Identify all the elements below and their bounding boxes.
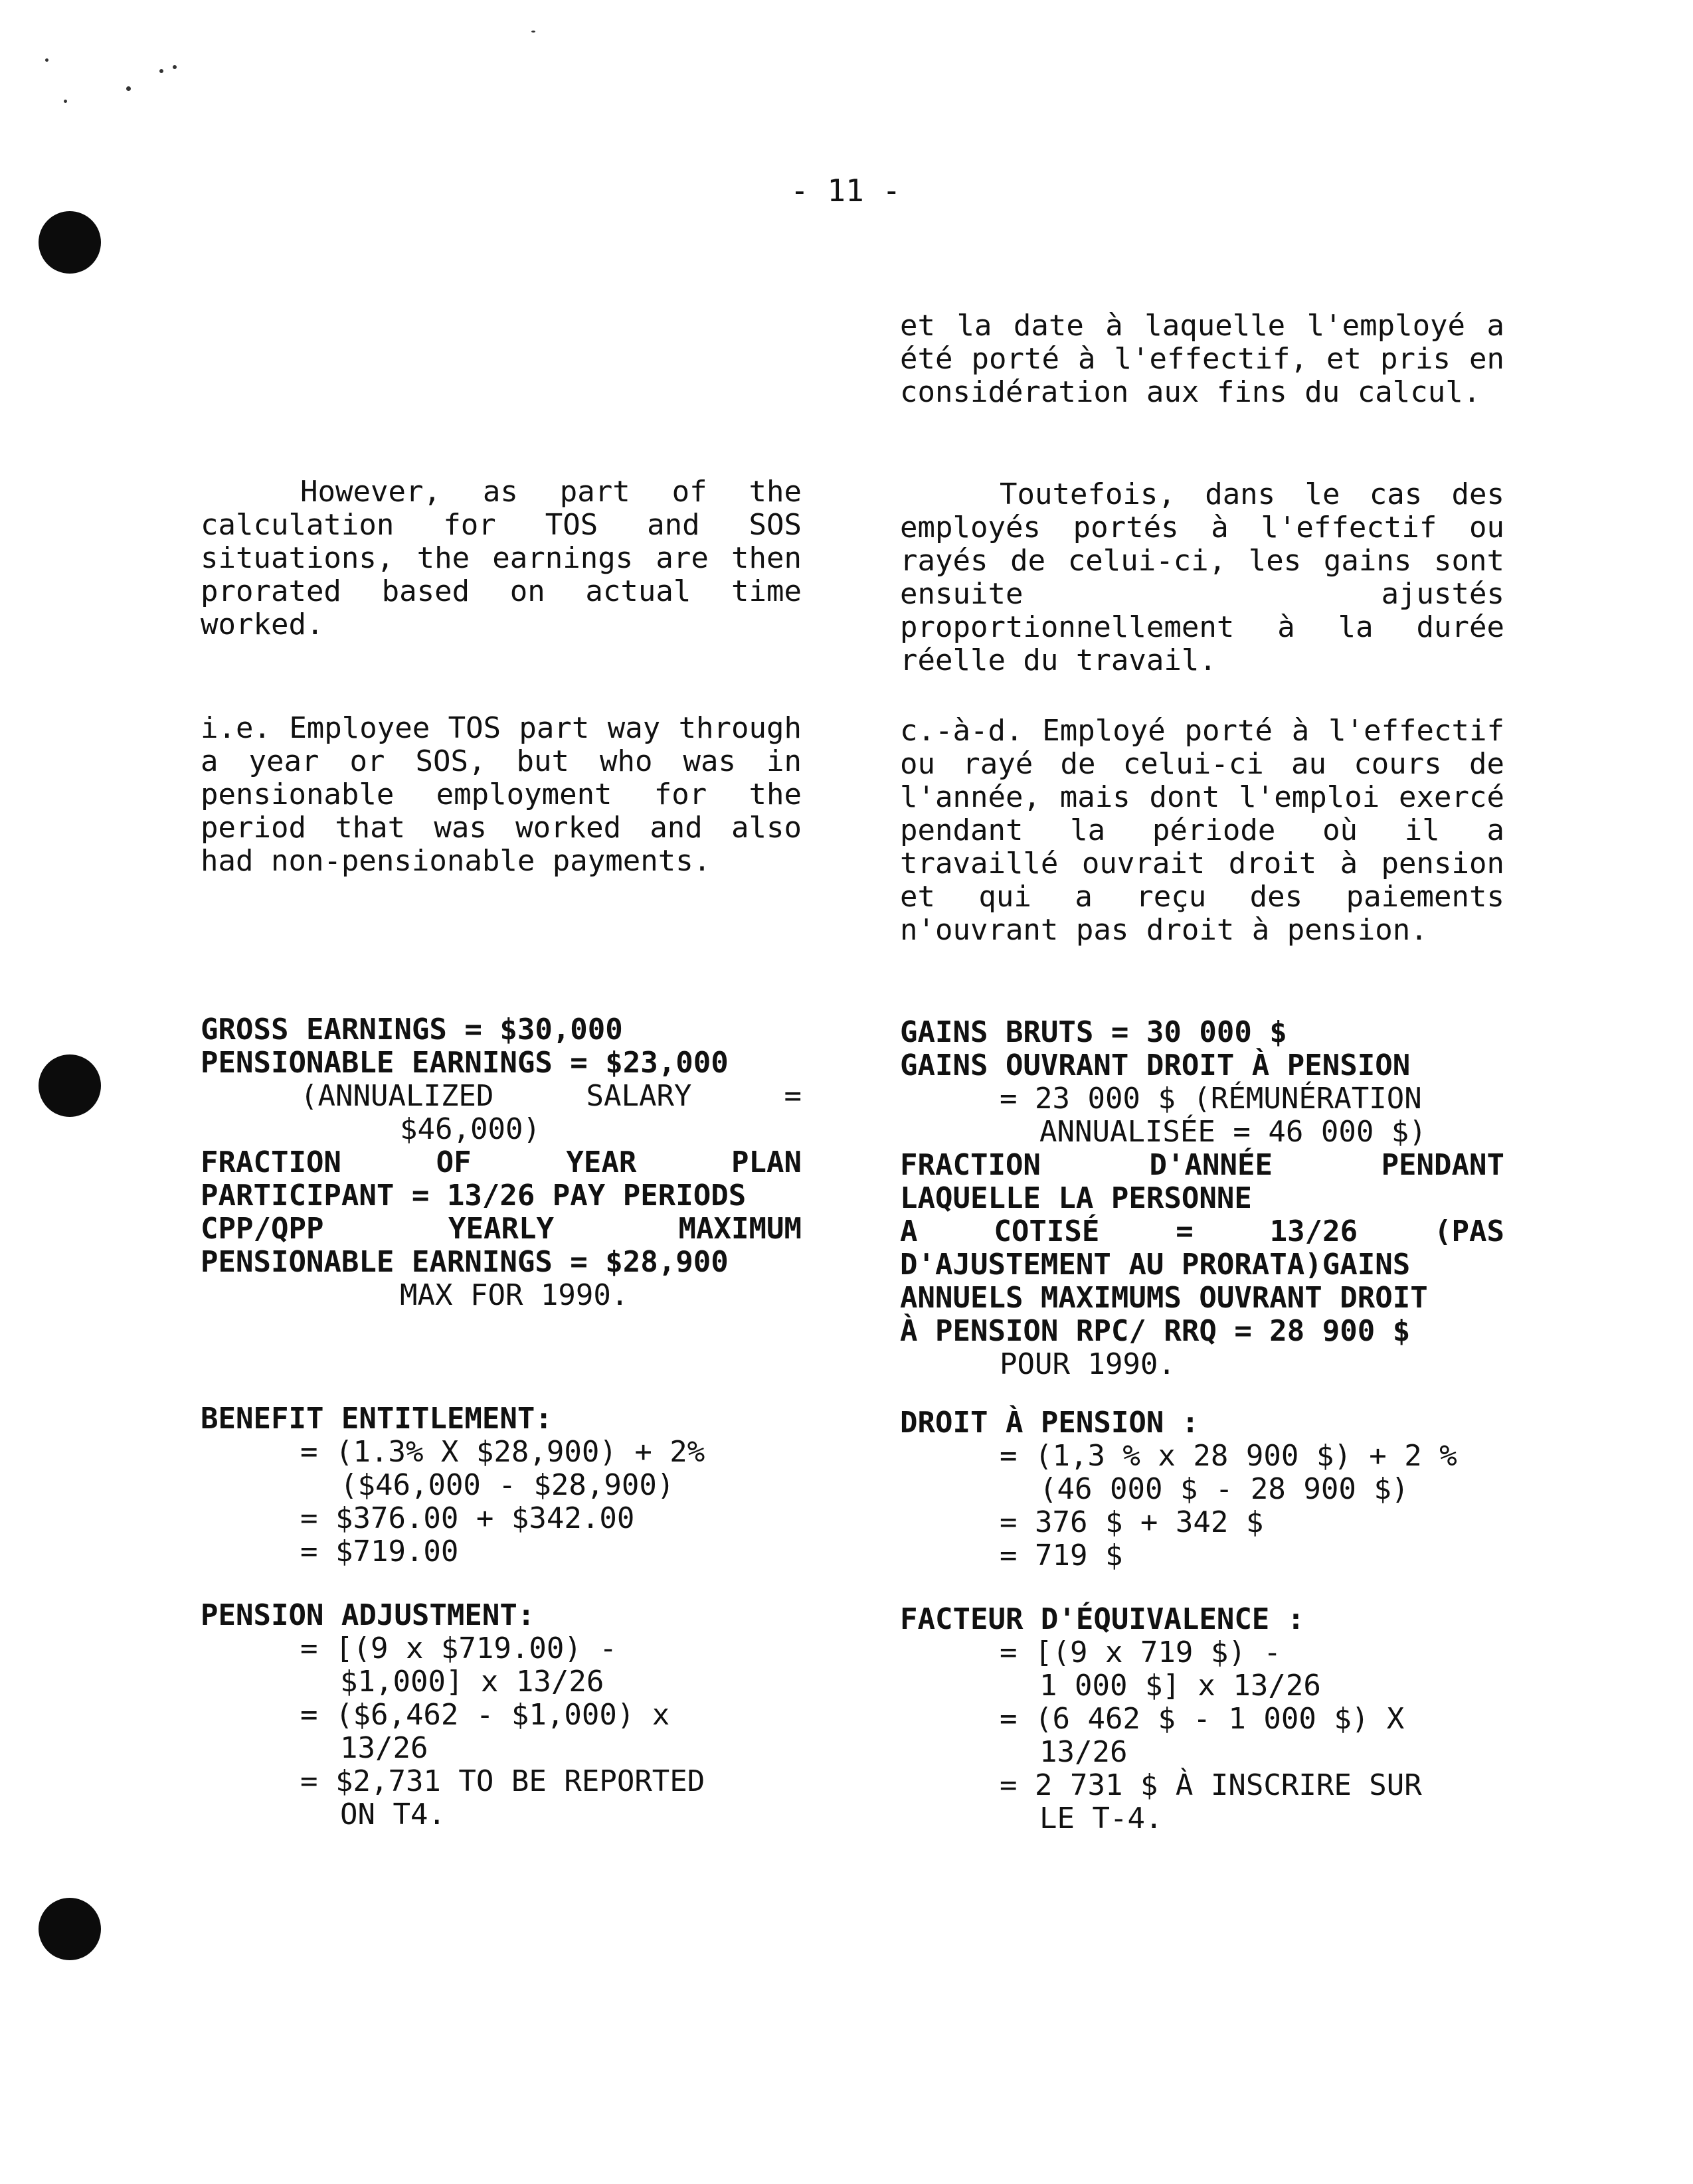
benefit-line: ($46,000 - $28,900) <box>340 1468 675 1502</box>
pension-adjustment-heading: PENSION ADJUSTMENT: <box>201 1598 535 1632</box>
pension-adjustment-line: ON T4. <box>340 1798 446 1831</box>
droit-line: = 376 $ + 342 $ <box>1000 1505 1264 1539</box>
french-earnings-figures <box>900 1016 1504 1381</box>
facteur-equivalence-heading: FACTEUR D'ÉQUIVALENCE : <box>900 1602 1305 1636</box>
french-paragraph-cad: c.-à-d. Employé porté à l'effectif ou rayé de celui-ci au cours de l'année, mais dont l'emploi exercé pendant la période où il a travaillé ouvrait droit à pension et qui a reçu des paiements n'ouvrant pas droit à pension. <box>900 714 1522 947</box>
scan-speck <box>159 69 163 73</box>
scan-speck <box>64 100 67 103</box>
facteur-line: 1 000 $] x 13/26 <box>1039 1669 1321 1703</box>
droit-line: = (1,3 % x 28 900 $) + 2 % <box>1000 1439 1457 1473</box>
cpp-qpp-maximum: CPP/QPP YEARLY MAXIMUM <box>201 1212 802 1246</box>
binder-hole <box>39 1898 101 1960</box>
scan-speck <box>45 58 48 62</box>
pour-annee: POUR 1990. <box>1000 1347 1176 1381</box>
gains-ouvrant-droit: GAINS OUVRANT DROIT À PENSION <box>900 1049 1411 1082</box>
fraction-of-year: FRACTION OF YEAR PLAN <box>201 1145 802 1179</box>
benefit-line: = $719.00 <box>300 1535 459 1568</box>
fraction-annee: FRACTION D'ANNÉE PENDANT <box>900 1148 1504 1182</box>
benefit-line: = (1.3% X $28,900) + 2% <box>300 1435 705 1469</box>
binder-hole <box>39 1054 101 1117</box>
pension-adjustment-line: 13/26 <box>340 1731 428 1765</box>
facteur-line: = [(9 x 719 $) - <box>1000 1636 1281 1669</box>
gross-earnings: GROSS EARNINGS = $30,000 <box>201 1013 623 1047</box>
benefit-entitlement-heading: BENEFIT ENTITLEMENT: <box>201 1402 553 1436</box>
binder-hole <box>39 211 101 274</box>
english-earnings-figures <box>201 1013 802 1312</box>
laquelle-personne: LAQUELLE LA PERSONNE <box>900 1181 1252 1215</box>
facteur-equivalence <box>900 1603 1504 1835</box>
droit-line: (46 000 $ - 28 900 $) <box>1039 1472 1409 1506</box>
cpp-pensionable-earnings: PENSIONABLE EARNINGS = $28,900 <box>201 1245 729 1279</box>
pension-adjustment-line: = ($6,462 - $1,000) x <box>300 1698 670 1732</box>
droit-a-pension-heading: DROIT À PENSION : <box>900 1406 1200 1440</box>
cpp-max-year: MAX FOR 1990. <box>400 1278 629 1312</box>
english-paragraph-ie: i.e. Employee TOS part way through a year or SOS, but who was in pensionable employment for the period that was worked and also had non-pensionable payments. <box>201 711 820 878</box>
a-cotise: A COTISÉ = 13/26 (PAS <box>900 1215 1504 1248</box>
benefit-line: = $376.00 + $342.00 <box>300 1501 635 1535</box>
pensionable-earnings: PENSIONABLE EARNINGS = $23,000 <box>201 1046 729 1080</box>
scan-speck <box>531 31 535 33</box>
droit-a-pension <box>900 1406 1504 1572</box>
scan-speck <box>173 65 177 69</box>
french-paragraph-toutefois: Toutefois, dans le cas des employés portés à l'effectif ou rayés de celui-ci, les gains sont ensuite ajustés proportionnellement à la durée réelle du travail. <box>900 477 1522 677</box>
facteur-line: 13/26 <box>1039 1735 1128 1769</box>
facteur-line: = (6 462 $ - 1 000 $) X <box>1000 1702 1405 1736</box>
remuneration: = 23 000 $ (RÉMUNÉRATION <box>1000 1082 1422 1116</box>
pension-adjustment-line: = [(9 x $719.00) - <box>300 1632 617 1665</box>
benefit-entitlement <box>201 1402 802 1568</box>
gains-bruts: GAINS BRUTS = 30 000 $ <box>900 1015 1287 1049</box>
page-number: - 11 - <box>790 173 901 209</box>
facteur-line: LE T-4. <box>1039 1802 1163 1835</box>
english-paragraph-however: However, as part of the calculation for TOS and SOS situations, the earnings are then prorated based on actual time worked. <box>201 475 820 641</box>
annualized-salary-value: $46,000) <box>400 1112 541 1146</box>
remuneration-annualisee: ANNUALISÉE = 46 000 $) <box>1039 1115 1427 1149</box>
gains-annuels-maximums: ANNUELS MAXIMUMS OUVRANT DROIT <box>900 1281 1428 1315</box>
droit-line: = 719 $ <box>1000 1539 1123 1572</box>
plan-participant: PARTICIPANT = 13/26 PAY PERIODS <box>201 1179 747 1213</box>
annualized-salary: (ANNUALIZED SALARY = <box>300 1079 802 1113</box>
scan-speck <box>126 86 131 91</box>
ajustement-prorata: D'AJUSTEMENT AU PRORATA)GAINS <box>900 1248 1411 1282</box>
pension-rpc-rrq: À PENSION RPC/ RRQ = 28 900 $ <box>900 1314 1411 1348</box>
facteur-line: = 2 731 $ À INSCRIRE SUR <box>1000 1768 1422 1802</box>
pension-adjustment-line: = $2,731 TO BE REPORTED <box>300 1764 705 1798</box>
pension-adjustment <box>201 1599 802 1831</box>
french-paragraph-top: et la date à laquelle l'employé a été porté à l'effectif, et pris en considération aux fins du calcul. <box>900 309 1522 409</box>
pension-adjustment-line: $1,000] x 13/26 <box>340 1665 604 1699</box>
